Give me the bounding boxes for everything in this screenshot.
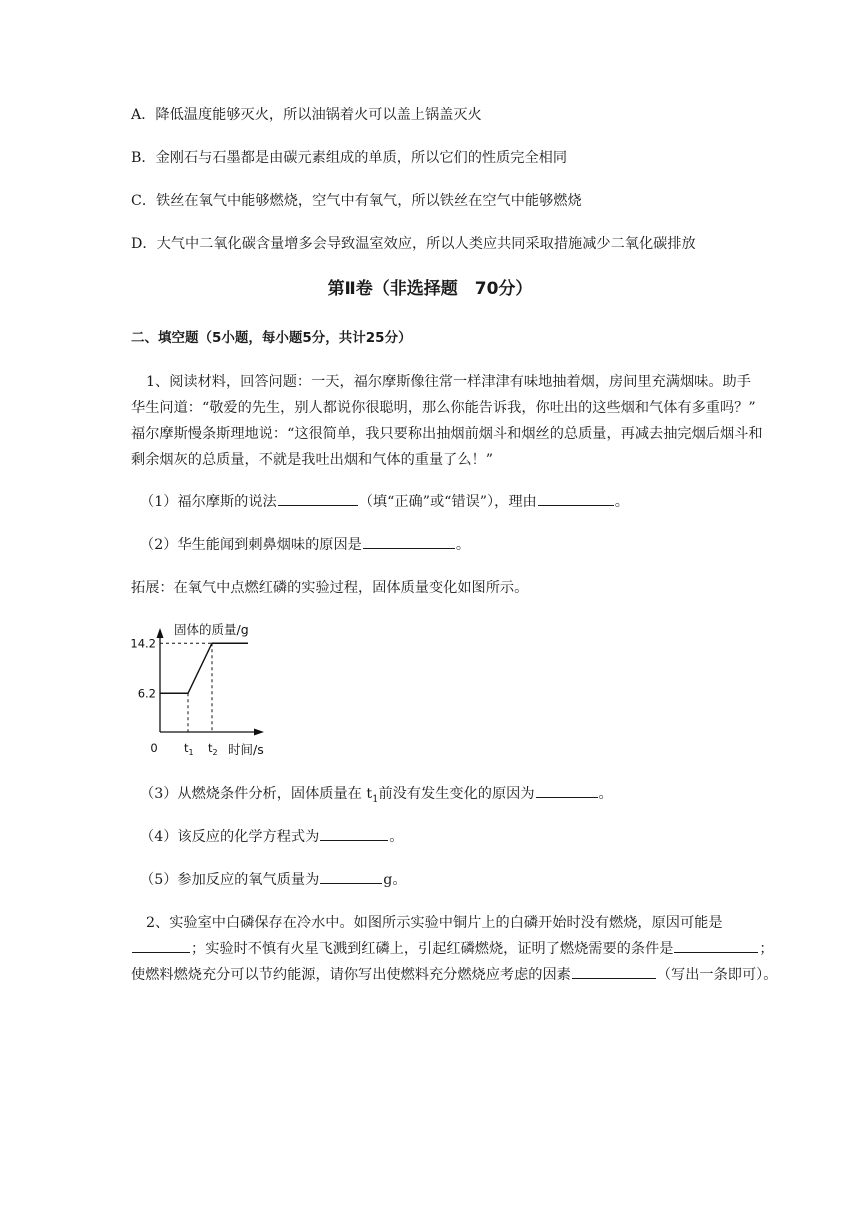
q1-sub4-text-b: 。 [389, 829, 404, 845]
q2-line1: 2、实验室中白磷保存在冷水中。如图所示实验中铜片上的白磷开始时没有燃烧，原因可能是 [146, 915, 723, 931]
q1-sub3 [140, 780, 808, 808]
q1-sub1-blank2[interactable] [538, 491, 614, 506]
x-tick-t1: $t_1$ [184, 741, 194, 757]
q1-sub3-text-a: （3）从燃烧条件分析，固体质量在 t [140, 786, 373, 802]
q1-sub1-blank1[interactable] [278, 491, 358, 506]
mass-time-chart [130, 614, 296, 764]
q1-sub3-blank[interactable] [536, 783, 598, 798]
y-tick-14-2: 14.2 [130, 636, 156, 651]
q1-sub3-text-c: 。 [598, 786, 613, 802]
option-d: D．大气中二氧化碳含量增多会导致温室效应，所以人类应共同采取措施减少二氧化碳排放 [131, 236, 696, 252]
q1-passage-line4: 剩余烟灰的总质量，不就是我吐出烟和气体的重量了么！” [131, 452, 493, 468]
q2-blank2[interactable] [674, 938, 758, 953]
q1-sub4 [140, 823, 808, 851]
q1-passage-line3: 福尔摩斯慢条斯理地说：“这很简单，我只要称出抽烟前烟斗和烟丝的总质量，再减去抽完烟后烟斗和 [131, 426, 763, 442]
q1-sub5 [140, 866, 808, 894]
q2-blank1[interactable] [132, 938, 190, 953]
option-a: A．降低温度能够灭火，所以油锅着火可以盖上锅盖灭火 [131, 107, 482, 123]
option-c: C．铁丝在氧气中能够燃烧，空气中有氧气，所以铁丝在空气中能够燃烧 [131, 193, 582, 209]
x-tick-t2: $t_2$ [208, 741, 218, 757]
q1-sub5-blank[interactable] [320, 869, 382, 884]
q2-line2-text-c: ； [759, 941, 774, 957]
q2-line3 [131, 961, 808, 989]
part2-title: 第Ⅱ卷（非选择题 70分） [327, 279, 533, 299]
q1-sub3-subscript: 1 [372, 793, 379, 805]
q1-extension: 拓展：在氧气中点燃红磷的实验过程，固体质量变化如图所示。 [131, 580, 529, 596]
origin-label: 0 [150, 741, 158, 755]
x-tick-t1-subscript: 1 [188, 748, 194, 757]
option-b: B．金刚石与石墨都是由碳元素组成的单质，所以它们的性质完全相同 [131, 150, 568, 166]
q1-sub3-text-b: 前没有发生变化的原因为 [378, 786, 535, 802]
q1-sub5-text-b: g。 [383, 872, 407, 888]
y-axis-label: 固体的质量/g [174, 622, 249, 637]
q2-line2 [131, 935, 808, 963]
q1-sub2-blank[interactable] [363, 534, 455, 549]
q2-line2-text-b: ；实验时不慎有火星飞溅到红磷上，引起红磷燃烧，证明了燃烧需要的条件是 [191, 941, 674, 957]
series-line [160, 643, 248, 693]
y-tick-6-2: 6.2 [137, 686, 156, 701]
x-axis-label: 时间/s [228, 742, 264, 757]
q1-passage-line1: 1、阅读材料，回答问题：一天，福尔摩斯像往常一样津津有味地抽着烟，房间里充满烟味。助手 [146, 374, 751, 390]
q1-sub2-text-a: （2）华生能闻到刺鼻烟味的原因是 [140, 537, 362, 553]
q1-sub2 [140, 531, 808, 559]
section2-title: 二、填空题（5小题，每小题5分，共计25分） [131, 330, 412, 346]
q1-sub1-text-a: （1）福尔摩斯的说法 [140, 494, 277, 510]
q1-sub4-blank[interactable] [320, 826, 388, 841]
q1-sub1-text-b: （填“正确”或“错误”），理由 [358, 494, 537, 510]
q1-passage-line2: 华生问道：“敬爱的先生，别人都说你很聪明，那么你能告诉我，你吐出的这些烟和气体有多重吗？” [131, 400, 756, 416]
q1-sub1-text-c: 。 [614, 494, 629, 510]
q1-sub4-text-a: （4）该反应的化学方程式为 [140, 829, 320, 845]
q1-sub5-text-a: （5）参加反应的氧气质量为 [140, 872, 320, 888]
q1-sub1 [140, 488, 808, 516]
q2-line3-text-b: （写出一条即可）。 [656, 967, 778, 983]
q2-line3-text-a: 使燃料燃烧充分可以节约能源，请你写出使燃料充分燃烧应考虑的因素 [131, 967, 571, 983]
q1-sub2-text-b: 。 [455, 537, 471, 553]
x-axis-arrow [254, 729, 264, 736]
y-axis-arrow [157, 628, 164, 638]
q2-blank3[interactable] [572, 964, 656, 979]
x-tick-t2-subscript: 2 [212, 748, 218, 757]
